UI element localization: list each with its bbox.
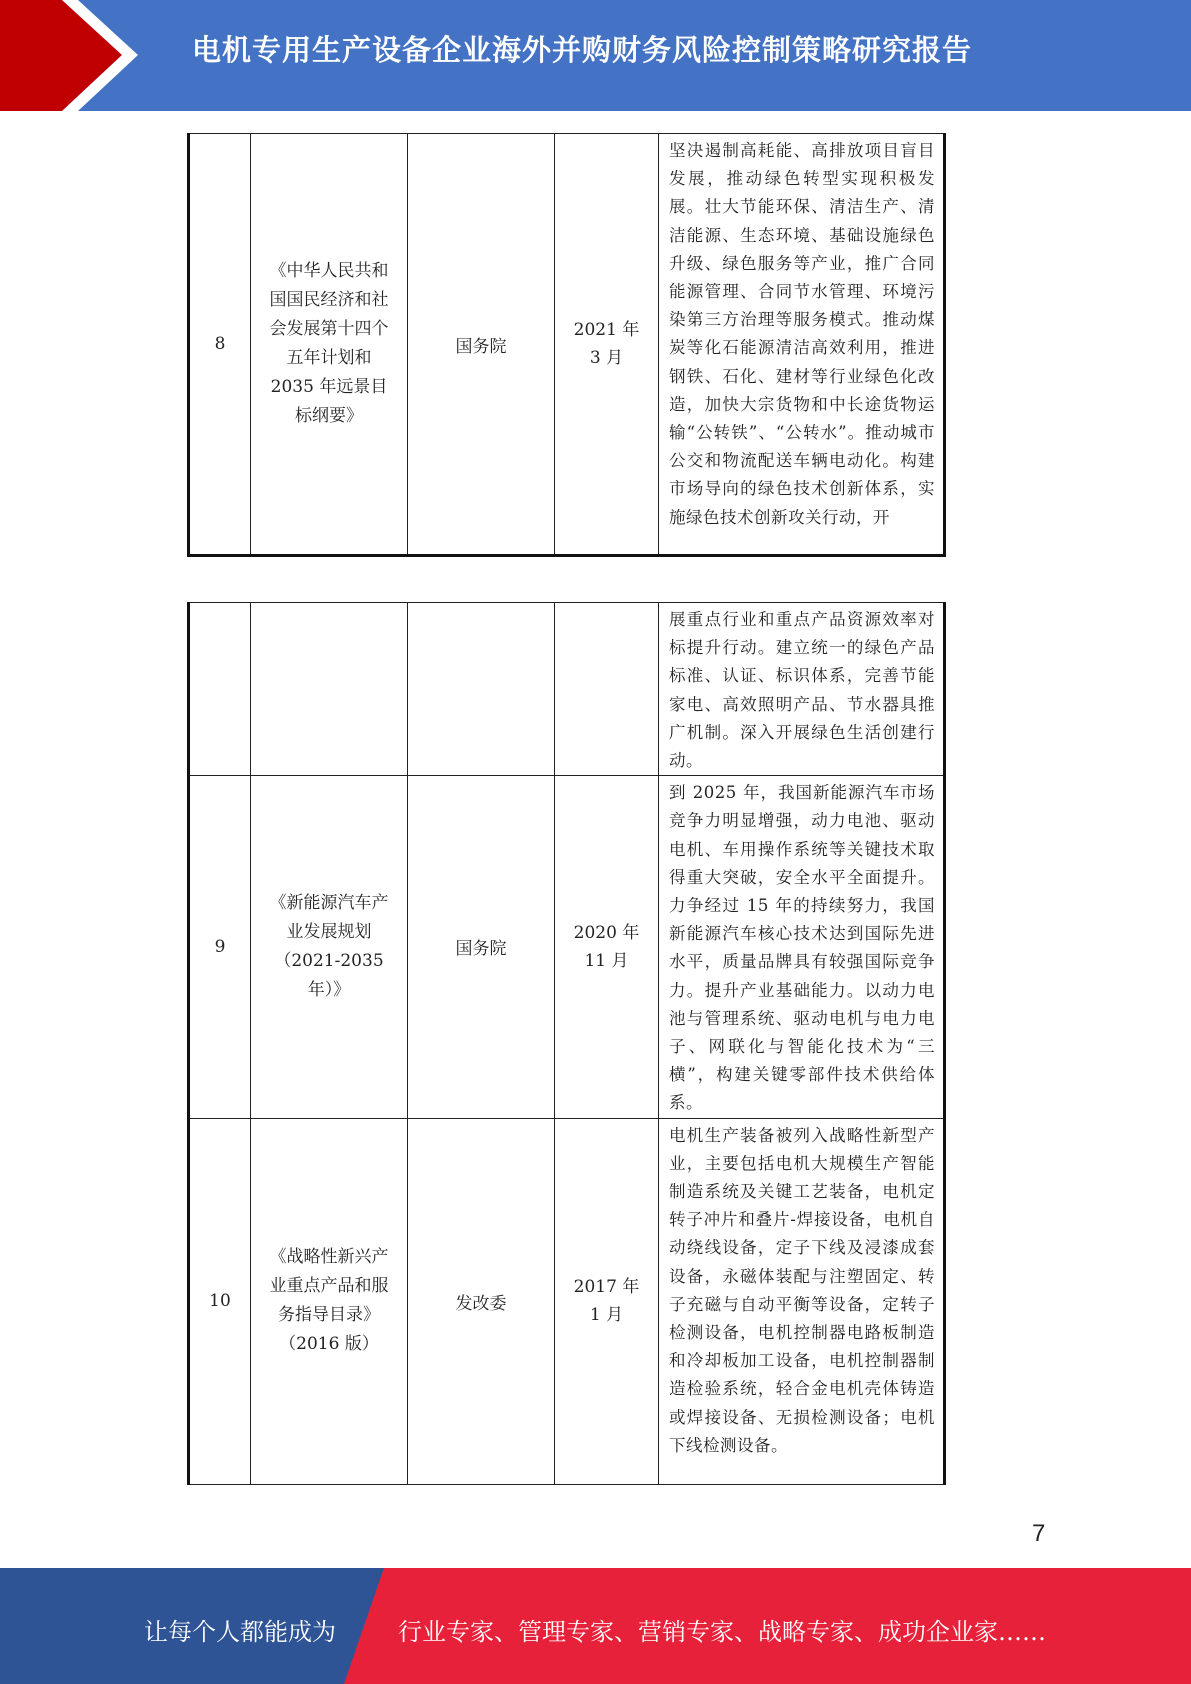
table-row (189, 1118, 945, 1484)
issue-date: 2017 年 1 月 (555, 1118, 659, 1484)
issue-date: 2020 年 11 月 (555, 776, 659, 1118)
table-row (189, 603, 945, 776)
page-header (0, 0, 1191, 111)
row-number: 9 (189, 776, 251, 1118)
page-number: 7 (1032, 1520, 1046, 1547)
policy-content: 电机生产装备被列入战略性新型产业，主要包括电机大规模生产智能制造系统及关键工艺装备，电机定转子冲片和叠片-焊接设备，电机自动绕线设备，定子下线及浸漆成套设备，永磁体装配与注塑固定、转子充磁与自动平衡等设备，定转子检测设备，电机控制器电路板制造和冷却板加工设备，电机控制器制造检验系统，轻合金电机壳体铸造或焊接设备、无损检测设备；电机下线检测设备。 (659, 1118, 945, 1484)
row-number: 10 (189, 1118, 251, 1484)
issue-date: 2021 年 3 月 (555, 134, 659, 556)
issuer: 国务院 (408, 134, 555, 556)
page-footer (0, 1568, 1191, 1684)
row-number: 8 (189, 134, 251, 556)
header-title: 电机专用生产设备企业海外并购财务风险控制策略研究报告 (192, 33, 973, 67)
policy-content-continued: 展重点行业和重点产品资源效率对标提升行动。建立统一的绿色产品标准、认证、标识体系，完善节能家电、高效照明产品、节水器具推广机制。深入开展绿色生活创建行动。 (659, 603, 945, 776)
policy-name: 《战略性新兴产业重点产品和服务指导目录》（2016 版） (251, 1118, 408, 1484)
policy-table-part-2 (187, 602, 946, 1485)
policy-content: 到 2025 年，我国新能源汽车市场竞争力明显增强，动力电池、驱动电机、车用操作系统等关键技术取得重大突破，安全水平全面提升。力争经过 15 年的持续努力，我国新能源汽车核心技术达到国际先进水平，质量品牌具有较强国际竞争力。提升产业基础能力。以动力电池与管理系统、驱动电机与电力电子、网联化与智能化技术为“三横”，构建关键零部件技术供给体系。 (659, 776, 945, 1118)
policy-name: 《新能源汽车产业发展规划（2021-2035 年）》 (251, 776, 408, 1118)
header-chevron-decoration (0, 0, 160, 111)
table-row (189, 776, 945, 1118)
policy-name: 《中华人民共和国国民经济和社会发展第十四个五年计划和 2035 年远景目标纲要》 (251, 134, 408, 556)
footer-slogan-right: 行业专家、管理专家、营销专家、战略专家、成功企业家…… (398, 1618, 1046, 1646)
issuer: 发改委 (408, 1118, 555, 1484)
policy-content: 坚决遏制高耗能、高排放项目盲目发展，推动绿色转型实现积极发展。壮大节能环保、清洁生产、清洁能源、生态环境、基础设施绿色升级、绿色服务等产业，推广合同能源管理、合同节水管理、环境污染第三方治理等服务模式。推动煤炭等化石能源清洁高效利用，推进钢铁、石化、建材等行业绿色化改造，加快大宗货物和中长途货物运输“公转铁”、“公转水”。推动城市公交和物流配送车辆电动化。构建市场导向的绿色技术创新体系，实施绿色技术创新攻关行动，开 (659, 134, 945, 556)
issuer: 国务院 (408, 776, 555, 1118)
footer-slogan-left: 让每个人都能成为 (144, 1618, 336, 1646)
policy-table-part-1 (187, 133, 946, 557)
table-row (189, 134, 945, 556)
